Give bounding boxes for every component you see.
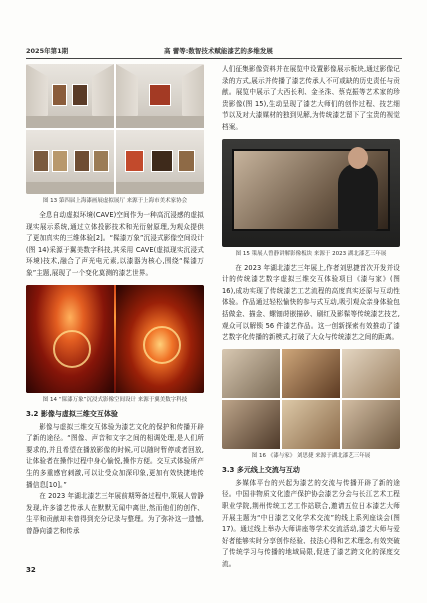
figure-13-caption: 图 13 第四届上海漆画展虚拟展厅 来源于上海市美术家协会 — [42, 198, 188, 204]
right-column — [222, 64, 400, 570]
photo-tile — [282, 349, 340, 398]
immersive-image — [26, 285, 114, 393]
gallery-image — [26, 64, 114, 128]
body-paragraph: 影像与虚拟三维交互体验为漆艺文化的保护和传播开辟了新的途径。“图像、声音和文字之间的相调处理,是人们所要求的,并且希望在播放影像的时候,可以随时暂停或者回放,让体验者在操作过程中身心愉悦,操作方便。交互式体验所产生的多重感官刺激,可以让受众加深印象,更加有效快捷地传播信息[10]。” — [26, 422, 204, 489]
body-paragraph: 在 2023 年湖北漆艺三年展前期筹备过程中,策展人曾静发现,许多漆艺传承人在默默无闻中离世,然而他们的创作、生平和贡献却未曾得到充分记录与整理。为了弥补这一遗憾,曾静向漆艺和传承 — [26, 492, 204, 535]
page-number: 32 — [26, 566, 36, 574]
figure-15-video-panel — [222, 139, 400, 247]
left-column — [26, 64, 204, 538]
body-paragraph: 多媒体平台的兴起为漆艺的交流与传播开辟了新的途径。中国非物质文化遗产保护协会漆艺分会与长江艺术工程职业学院,荆州传统工艺工作站联合,邀请五位日本漆艺大师开展主题为“中日漆艺文化学术交流”的线上系列座谈会(图 17)。通过线上举办大师讲座等学术交流活动,漆艺大师与爱好者能够实时分享创作经验、技法心得和艺术理念,有效突破了传统学习与传播的地域局限,促进了漆艺跨文化的深度交流。 — [222, 478, 400, 568]
issue-label: 2025年第1期 — [26, 47, 69, 55]
section-heading-3-3: 3.3 多元线上交流与互动 — [222, 465, 300, 474]
immersive-image — [116, 285, 204, 393]
figure-14-caption: 图 14 “髹漆万象”沉浸式影像空间设计 来源于翼美数字科技 — [42, 396, 188, 403]
body-paragraph: 在 2023 年湖北漆艺三年展上,作者刘思捷首次开发并设计的传统漆艺数字虚拟三维交互体验项目《漆与家》(图 16),成功实现了传统漆艺工艺流程的高度真实还原与互动性体验。作品通过轻松愉快的参与式互动,吸引观众亲身体验包括做金、描金、螺钿莳嵌描砂、刷红及影髹等传统漆艺技艺,观众可以解锁 56 件漆艺作品。这一创新探索有效推动了漆艺数字化传播的新模式,打破了大众与传统漆艺之间的距离。 — [222, 263, 400, 342]
gallery-image — [116, 130, 204, 194]
running-header — [26, 46, 402, 58]
body-paragraph: 人们征集影像资料并在展览中设置影像展示板块,通过影像记录的方式,展示并传播了漆艺传承人不可或缺的历史责任与贡献。展览中展示了大西长利、金圣洙、蔡克振等艺术家的珍贵影像(图 15),生动呈现了漆艺大师们的创作过程、技艺细节以及对大漆媒材的独到见解,为传统漆艺留下了宝贵的视觉档案。 — [222, 65, 400, 131]
gallery-image — [26, 130, 114, 194]
running-title: 高 蕾等:数智技术赋能漆艺的多维发展 — [164, 47, 273, 55]
section-heading-3-2: 3.2 影像与虚拟三维交互体验 — [26, 409, 118, 418]
gallery-image — [116, 64, 204, 128]
curator-figure — [338, 163, 378, 231]
figure-16-caption: 图 16 《漆与家》 刘思捷 来源于湖北漆艺三年展 — [251, 452, 371, 459]
figure-15-caption: 图 15 策展人曾静讲解影像板块 来源于 2023 湖北漆艺三年展 — [235, 250, 387, 257]
photo-tile — [342, 349, 400, 398]
figure-13-virtual-gallery — [26, 64, 204, 194]
photo-tile — [342, 400, 400, 449]
header-rule — [26, 58, 402, 59]
figure-16-lacquer-home — [222, 349, 400, 449]
photo-tile — [222, 400, 280, 449]
figure-14-immersive-space — [26, 285, 204, 393]
photo-tile — [282, 400, 340, 449]
photo-tile — [222, 349, 280, 398]
body-paragraph: 全息自动虚拟环境(CAVE)空间作为一种高沉浸感的虚拟现实展示系统,通过立体投影技术和光衍射原理,为观众提供了更加真实的三维体验[2]。“髹漆万象”沉浸式影像空间设计(图 14)采源于翼美数字科技,其采用 CAVE(虚拟现实沉浸式环境)技术,融合了声光电元素,以漆器为核心,围绕“髹漆万象”主题,展现了一个变化莫测的漆艺世界。 — [26, 211, 204, 277]
